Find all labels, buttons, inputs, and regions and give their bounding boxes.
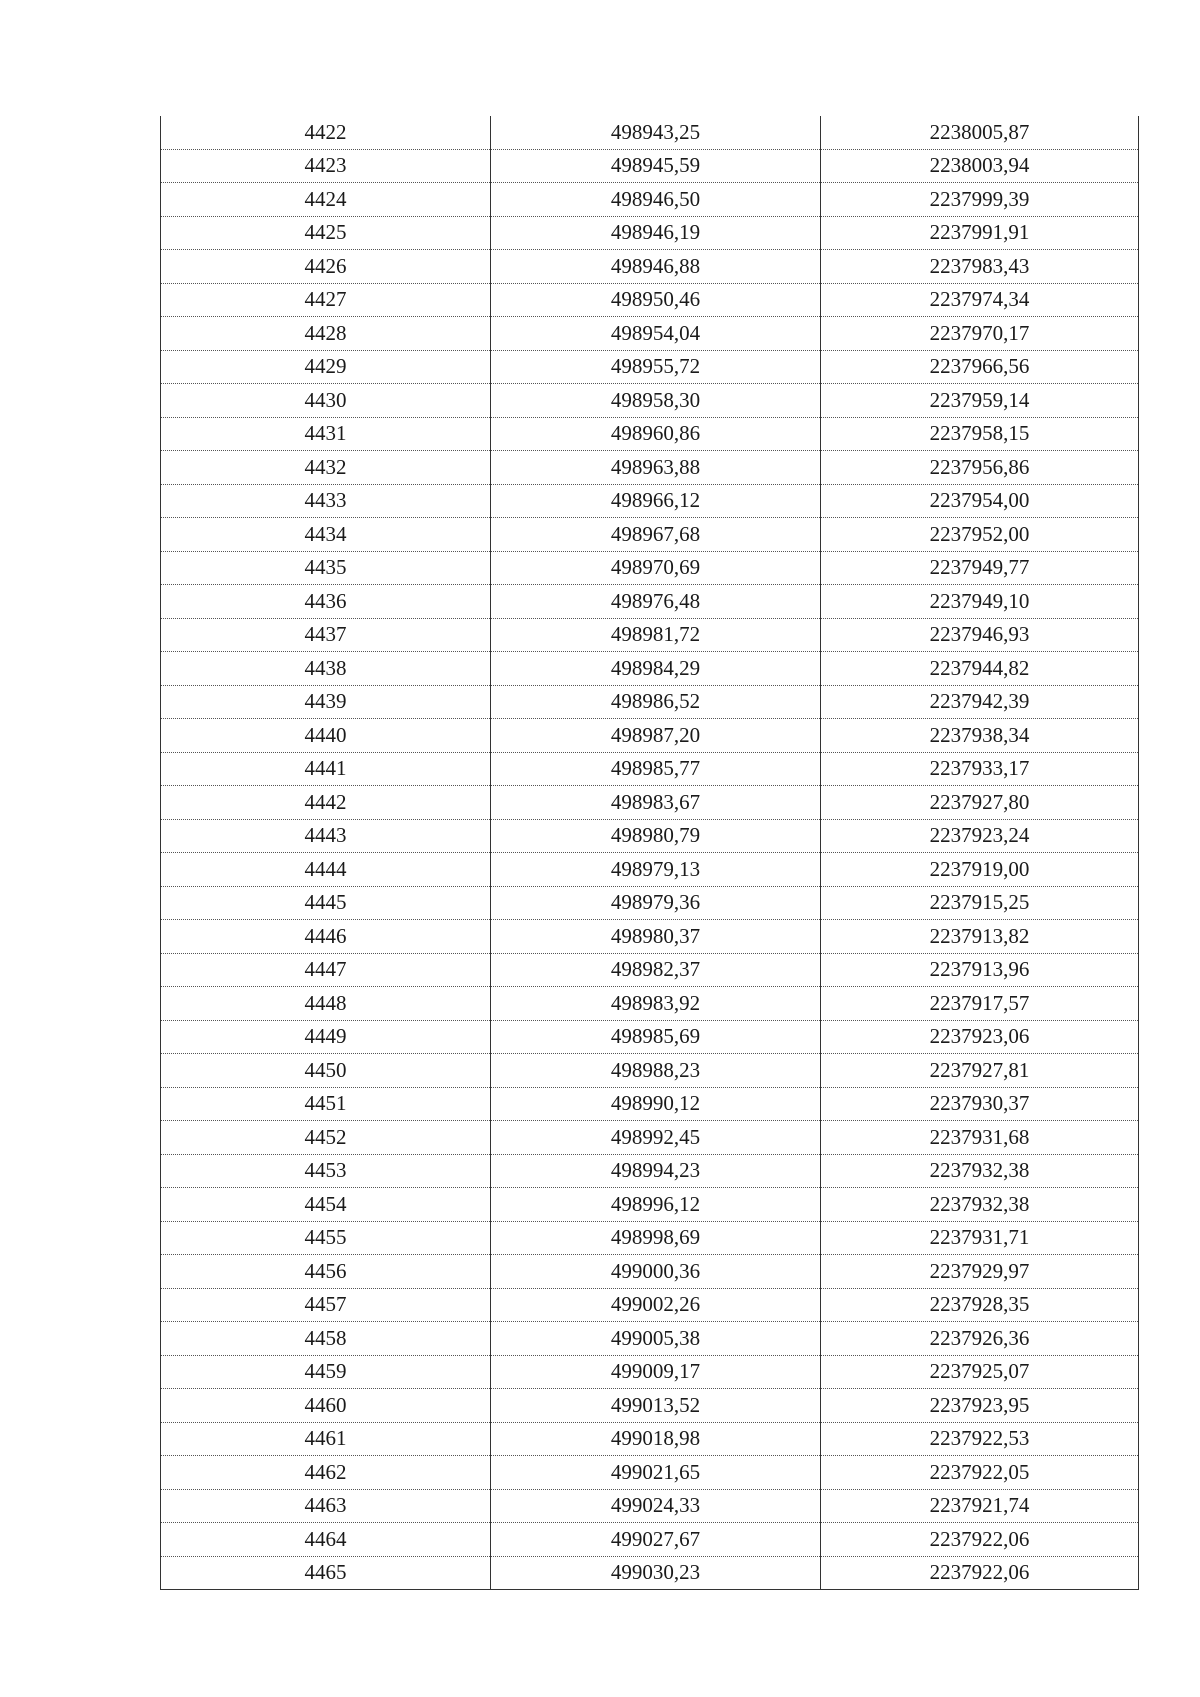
point-number-cell: 4438: [161, 652, 491, 686]
x-coordinate-cell: 498946,50: [491, 183, 821, 217]
point-number-cell: 4429: [161, 350, 491, 384]
y-coordinate-cell: 2237922,06: [821, 1556, 1139, 1590]
table-row: [161, 1489, 1139, 1523]
x-coordinate-cell: 498943,25: [491, 116, 821, 149]
x-coordinate-cell: 498982,37: [491, 953, 821, 987]
table-row: [161, 1288, 1139, 1322]
point-number-cell: 4464: [161, 1523, 491, 1557]
table-row: [161, 149, 1139, 183]
point-number-cell: 4434: [161, 518, 491, 552]
y-coordinate-cell: 2237926,36: [821, 1322, 1139, 1356]
x-coordinate-cell: 498998,69: [491, 1221, 821, 1255]
y-coordinate-cell: 2237999,39: [821, 183, 1139, 217]
x-coordinate-cell: 499021,65: [491, 1456, 821, 1490]
y-coordinate-cell: 2237923,24: [821, 819, 1139, 853]
table-row: [161, 1188, 1139, 1222]
point-number-cell: 4465: [161, 1556, 491, 1590]
table-row: [161, 1255, 1139, 1289]
point-number-cell: 4437: [161, 618, 491, 652]
table-row: [161, 250, 1139, 284]
table-row: [161, 1422, 1139, 1456]
point-number-cell: 4455: [161, 1221, 491, 1255]
table-row: [161, 853, 1139, 887]
y-coordinate-cell: 2237954,00: [821, 484, 1139, 518]
y-coordinate-cell: 2237923,95: [821, 1389, 1139, 1423]
point-number-cell: 4441: [161, 752, 491, 786]
y-coordinate-cell: 2237931,71: [821, 1221, 1139, 1255]
table-row: [161, 551, 1139, 585]
point-number-cell: 4449: [161, 1020, 491, 1054]
point-number-cell: 4430: [161, 384, 491, 418]
y-coordinate-cell: 2237938,34: [821, 719, 1139, 753]
x-coordinate-cell: 498994,23: [491, 1154, 821, 1188]
x-coordinate-cell: 498979,36: [491, 886, 821, 920]
table-row: [161, 886, 1139, 920]
table-row: [161, 1355, 1139, 1389]
point-number-cell: 4439: [161, 685, 491, 719]
x-coordinate-cell: 498954,04: [491, 317, 821, 351]
y-coordinate-cell: 2237913,82: [821, 920, 1139, 954]
point-number-cell: 4425: [161, 216, 491, 250]
x-coordinate-cell: 498945,59: [491, 149, 821, 183]
table-row: [161, 451, 1139, 485]
table-row: [161, 652, 1139, 686]
y-coordinate-cell: 2237919,00: [821, 853, 1139, 887]
point-number-cell: 4422: [161, 116, 491, 149]
x-coordinate-cell: 499002,26: [491, 1288, 821, 1322]
point-number-cell: 4428: [161, 317, 491, 351]
point-number-cell: 4433: [161, 484, 491, 518]
point-number-cell: 4436: [161, 585, 491, 619]
x-coordinate-cell: 498946,88: [491, 250, 821, 284]
table-row: [161, 216, 1139, 250]
y-coordinate-cell: 2237946,93: [821, 618, 1139, 652]
table-row: [161, 1221, 1139, 1255]
y-coordinate-cell: 2238005,87: [821, 116, 1139, 149]
y-coordinate-cell: 2237922,06: [821, 1523, 1139, 1557]
point-number-cell: 4462: [161, 1456, 491, 1490]
x-coordinate-cell: 498966,12: [491, 484, 821, 518]
y-coordinate-cell: 2237922,05: [821, 1456, 1139, 1490]
y-coordinate-cell: 2237952,00: [821, 518, 1139, 552]
point-number-cell: 4445: [161, 886, 491, 920]
x-coordinate-cell: 499000,36: [491, 1255, 821, 1289]
table-row: [161, 350, 1139, 384]
y-coordinate-cell: 2237991,91: [821, 216, 1139, 250]
x-coordinate-cell: 498996,12: [491, 1188, 821, 1222]
coordinates-table-body: [161, 116, 1139, 1590]
table-row: [161, 116, 1139, 149]
y-coordinate-cell: 2237925,07: [821, 1355, 1139, 1389]
table-row: [161, 987, 1139, 1021]
point-number-cell: 4446: [161, 920, 491, 954]
point-number-cell: 4448: [161, 987, 491, 1021]
y-coordinate-cell: 2237970,17: [821, 317, 1139, 351]
y-coordinate-cell: 2237932,38: [821, 1188, 1139, 1222]
table-row: [161, 1523, 1139, 1557]
point-number-cell: 4459: [161, 1355, 491, 1389]
y-coordinate-cell: 2237921,74: [821, 1489, 1139, 1523]
x-coordinate-cell: 498984,29: [491, 652, 821, 686]
table-row: [161, 585, 1139, 619]
y-coordinate-cell: 2237949,10: [821, 585, 1139, 619]
table-row: [161, 1087, 1139, 1121]
point-number-cell: 4435: [161, 551, 491, 585]
point-number-cell: 4444: [161, 853, 491, 887]
y-coordinate-cell: 2237974,34: [821, 283, 1139, 317]
x-coordinate-cell: 498986,52: [491, 685, 821, 719]
point-number-cell: 4431: [161, 417, 491, 451]
x-coordinate-cell: 498950,46: [491, 283, 821, 317]
table-row: [161, 1456, 1139, 1490]
y-coordinate-cell: 2237958,15: [821, 417, 1139, 451]
table-row: [161, 1154, 1139, 1188]
table-row: [161, 1020, 1139, 1054]
y-coordinate-cell: 2237923,06: [821, 1020, 1139, 1054]
table-row: [161, 317, 1139, 351]
point-number-cell: 4426: [161, 250, 491, 284]
x-coordinate-cell: 499005,38: [491, 1322, 821, 1356]
point-number-cell: 4461: [161, 1422, 491, 1456]
y-coordinate-cell: 2237959,14: [821, 384, 1139, 418]
point-number-cell: 4458: [161, 1322, 491, 1356]
table-row: [161, 283, 1139, 317]
y-coordinate-cell: 2237931,68: [821, 1121, 1139, 1155]
y-coordinate-cell: 2237922,53: [821, 1422, 1139, 1456]
x-coordinate-cell: 498979,13: [491, 853, 821, 887]
table-row: [161, 1322, 1139, 1356]
point-number-cell: 4427: [161, 283, 491, 317]
table-row: [161, 1121, 1139, 1155]
point-number-cell: 4451: [161, 1087, 491, 1121]
table-row: [161, 920, 1139, 954]
x-coordinate-cell: 498958,30: [491, 384, 821, 418]
y-coordinate-cell: 2237932,38: [821, 1154, 1139, 1188]
x-coordinate-cell: 499018,98: [491, 1422, 821, 1456]
x-coordinate-cell: 498946,19: [491, 216, 821, 250]
point-number-cell: 4456: [161, 1255, 491, 1289]
table-row: [161, 183, 1139, 217]
table-row: [161, 752, 1139, 786]
y-coordinate-cell: 2237917,57: [821, 987, 1139, 1021]
table-row: [161, 1054, 1139, 1088]
x-coordinate-cell: 499030,23: [491, 1556, 821, 1590]
y-coordinate-cell: 2237983,43: [821, 250, 1139, 284]
table-row: [161, 719, 1139, 753]
table-row: [161, 1389, 1139, 1423]
table-row: [161, 417, 1139, 451]
x-coordinate-cell: 498955,72: [491, 350, 821, 384]
table-row: [161, 953, 1139, 987]
x-coordinate-cell: 499009,17: [491, 1355, 821, 1389]
y-coordinate-cell: 2238003,94: [821, 149, 1139, 183]
y-coordinate-cell: 2237949,77: [821, 551, 1139, 585]
x-coordinate-cell: 498970,69: [491, 551, 821, 585]
x-coordinate-cell: 498983,92: [491, 987, 821, 1021]
x-coordinate-cell: 499027,67: [491, 1523, 821, 1557]
x-coordinate-cell: 498992,45: [491, 1121, 821, 1155]
x-coordinate-cell: 498987,20: [491, 719, 821, 753]
y-coordinate-cell: 2237929,97: [821, 1255, 1139, 1289]
x-coordinate-cell: 499013,52: [491, 1389, 821, 1423]
point-number-cell: 4460: [161, 1389, 491, 1423]
point-number-cell: 4443: [161, 819, 491, 853]
y-coordinate-cell: 2237933,17: [821, 752, 1139, 786]
point-number-cell: 4440: [161, 719, 491, 753]
table-row: [161, 685, 1139, 719]
point-number-cell: 4432: [161, 451, 491, 485]
table-row: [161, 819, 1139, 853]
point-number-cell: 4454: [161, 1188, 491, 1222]
x-coordinate-cell: 498976,48: [491, 585, 821, 619]
x-coordinate-cell: 498983,67: [491, 786, 821, 820]
coordinates-table: [160, 116, 1139, 1590]
point-number-cell: 4447: [161, 953, 491, 987]
point-number-cell: 4457: [161, 1288, 491, 1322]
x-coordinate-cell: 498985,77: [491, 752, 821, 786]
point-number-cell: 4450: [161, 1054, 491, 1088]
y-coordinate-cell: 2237915,25: [821, 886, 1139, 920]
x-coordinate-cell: 498985,69: [491, 1020, 821, 1054]
x-coordinate-cell: 498980,37: [491, 920, 821, 954]
y-coordinate-cell: 2237927,81: [821, 1054, 1139, 1088]
x-coordinate-cell: 498980,79: [491, 819, 821, 853]
x-coordinate-cell: 498960,86: [491, 417, 821, 451]
point-number-cell: 4463: [161, 1489, 491, 1523]
y-coordinate-cell: 2237928,35: [821, 1288, 1139, 1322]
y-coordinate-cell: 2237966,56: [821, 350, 1139, 384]
y-coordinate-cell: 2237913,96: [821, 953, 1139, 987]
x-coordinate-cell: 498963,88: [491, 451, 821, 485]
x-coordinate-cell: 498990,12: [491, 1087, 821, 1121]
table-row: [161, 484, 1139, 518]
table-row: [161, 518, 1139, 552]
point-number-cell: 4452: [161, 1121, 491, 1155]
table-row: [161, 786, 1139, 820]
y-coordinate-cell: 2237927,80: [821, 786, 1139, 820]
y-coordinate-cell: 2237942,39: [821, 685, 1139, 719]
point-number-cell: 4424: [161, 183, 491, 217]
x-coordinate-cell: 499024,33: [491, 1489, 821, 1523]
x-coordinate-cell: 498967,68: [491, 518, 821, 552]
table-row: [161, 1556, 1139, 1590]
table-row: [161, 618, 1139, 652]
point-number-cell: 4453: [161, 1154, 491, 1188]
y-coordinate-cell: 2237944,82: [821, 652, 1139, 686]
point-number-cell: 4423: [161, 149, 491, 183]
y-coordinate-cell: 2237930,37: [821, 1087, 1139, 1121]
y-coordinate-cell: 2237956,86: [821, 451, 1139, 485]
x-coordinate-cell: 498988,23: [491, 1054, 821, 1088]
point-number-cell: 4442: [161, 786, 491, 820]
x-coordinate-cell: 498981,72: [491, 618, 821, 652]
table-row: [161, 384, 1139, 418]
